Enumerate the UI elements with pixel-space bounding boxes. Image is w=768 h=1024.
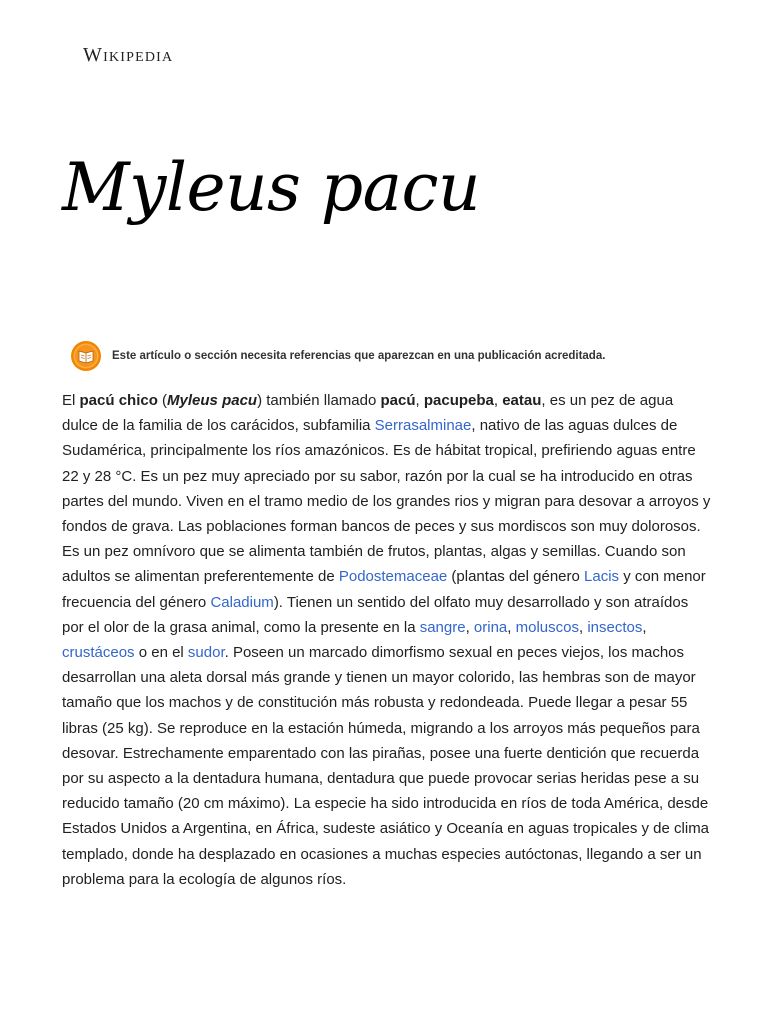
text-run: ). Tienen un sentido del olfato muy desarrollado y son atraídos por el olor de la grasa animal, como la presente en la <box>62 593 689 636</box>
page-title: Myleus pacu <box>62 149 480 226</box>
bold-term: pacupeba <box>423 392 494 409</box>
text-run: (plantas del género <box>447 568 585 586</box>
scientific-name: Myleus pacu <box>167 392 258 409</box>
text-run: , <box>642 618 647 636</box>
text-run: , <box>465 618 474 636</box>
text-run: o en el <box>134 644 188 662</box>
text-run: y con menor frecuencia del género <box>62 568 706 611</box>
link-crustaceos[interactable]: crustáceos <box>62 644 135 662</box>
bold-term: pacú chico <box>79 392 158 409</box>
text-run: ( <box>157 392 168 409</box>
bold-term: pacú <box>380 392 416 409</box>
article-body <box>62 388 712 892</box>
link-sudor[interactable]: sudor <box>187 644 225 662</box>
link-sangre[interactable]: sangre <box>419 618 466 636</box>
text-run: El <box>62 392 80 409</box>
text-run: , <box>415 392 424 409</box>
link-insectos[interactable]: insectos <box>587 618 643 636</box>
bold-term: eatau <box>502 392 542 409</box>
book-notice-icon <box>70 340 102 372</box>
notice-text: Este artículo o sección necesita referencias que aparezcan en una publicación acreditada. <box>112 350 606 362</box>
intro-paragraph <box>62 388 712 892</box>
references-notice <box>70 338 710 374</box>
link-serrasalminae[interactable]: Serrasalminae <box>374 417 472 435</box>
link-moluscos[interactable]: moluscos <box>515 618 579 636</box>
link-caladium[interactable]: Caladium <box>210 593 274 611</box>
text-run: ) también llamado <box>257 392 381 409</box>
wikipedia-wordmark[interactable]: Wikipedia <box>83 44 174 66</box>
text-run: , <box>507 618 516 636</box>
link-lacis[interactable]: Lacis <box>584 568 620 586</box>
text-run: , es un pez de agua dulce de la familia de los carácidos, subfamilia <box>62 392 674 435</box>
text-run: , <box>578 618 588 636</box>
text-run: , <box>493 392 503 409</box>
link-orina[interactable]: orina <box>473 618 508 636</box>
text-run: , nativo de las aguas dulces de Sudamérica, principalmente los ríos amazónicos. Es de hábitat tropical, prefiriendo aguas entre 22 y 28 °C. Es un pez muy apreciado por su sabor, razón por la cual se ha introducido en otras partes del mundo. Viven en el tramo medio de los grandes rios y migran para desovar a arroyos y fondos de grava. Las poblaciones forman bancos de peces y sus mordiscos son muy dolorosos. Es un pez omnívoro que se alimenta también de frutos, plantas, algas y semillas. Cuando son adultos se alimentan preferentemente de <box>62 417 711 586</box>
text-run: . Poseen un marcado dimorfismo sexual en peces viejos, los machos desarrollan una aleta dorsal más grande y tienen un mayor colorido, las hembras son de mayor tamaño que los machos y de constitución más robusta y redondeada. Puede llegar a pesar 55 libras (25 kg). Se reproduce en la estación húmeda, migrando a los arroyos más pequeños para desovar. Estrechamente emparentado con las pirañas, posee una fuerte dentición que recuerda por su aspecto a la dentadura humana, dentadura que puede provocar serias heridas pese a su reducido tamaño (20 cm máximo). La especie ha sido introducida en ríos de toda América, desde Estados Unidos a Argentina, en África, sudeste asiático y Oceanía en aguas tropicales y de clima templado, donde ha desplazado en ocasiones a muchas especies autóctonas, llegando a ser un problema para la ecología de algunos ríos. <box>62 644 710 888</box>
link-podostemaceae[interactable]: Podostemaceae <box>338 568 448 586</box>
